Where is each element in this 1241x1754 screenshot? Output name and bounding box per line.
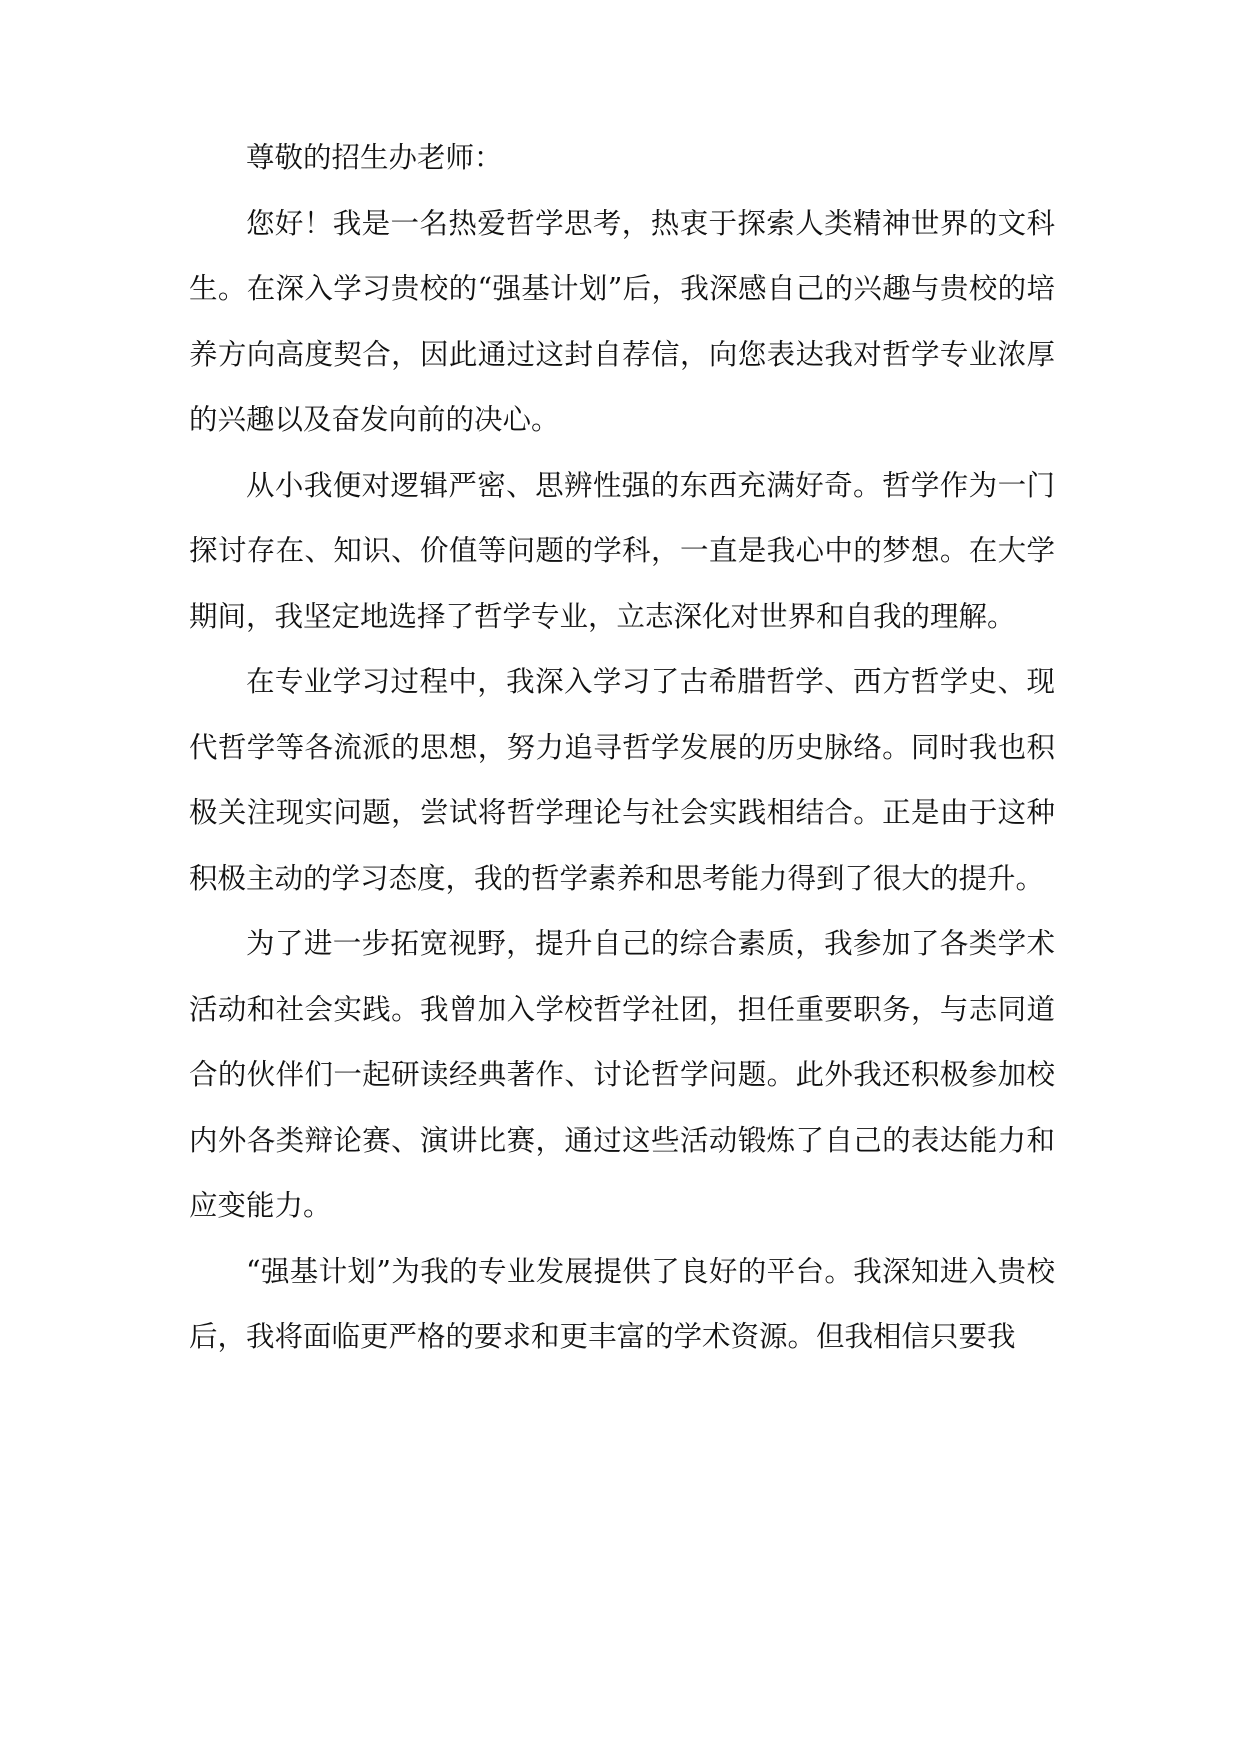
paragraph-interest: 从小我便对逻辑严密、思辨性强的东西充满好奇。哲学作为一门探讨存在、知识、价值等问题的学科，一直是我心中的梦想。在大学期间，我坚定地选择了哲学专业，立志深化对世界和自我的理解。 — [189, 468, 1055, 633]
letter-body — [189, 125, 1055, 1370]
paragraph-greeting: 您好！我是一名热爱哲学思考，热衷于探索人类精神世界的文科生。在深入学习贵校的“强基计划”后，我深感自己的兴趣与贵校的培养方向高度契合，因此通过这封自荐信，向您表达我对哲学专业浓厚的兴趣以及奋发向前的决心。 — [189, 206, 1055, 436]
paragraph-activities: 为了进一步拓宽视野，提升自己的综合素质，我参加了各类学术活动和社会实践。我曾加入学校哲学社团，担任重要职务，与志同道合的伙伴们一起研读经典著作、讨论哲学问题。此外我还积极参加校内外各类辩论赛、演讲比赛，通过这些活动锻炼了自己的表达能力和应变能力。 — [189, 927, 1055, 1222]
paragraph-study: 在专业学习过程中，我深入学习了古希腊哲学、西方哲学史、现代哲学等各流派的思想，努力追寻哲学发展的历史脉络。同时我也积极关注现实问题，尝试将哲学理论与社会实践相结合。正是由于这种积极主动的学习态度，我的哲学素养和思考能力得到了很大的提升。 — [189, 665, 1055, 895]
paragraph-program: “强基计划”为我的专业发展提供了良好的平台。我深知进入贵校后，我将面临更严格的要求和更丰富的学术资源。但我相信只要我 — [189, 1254, 1055, 1353]
salutation: 尊敬的招生办老师： — [246, 141, 503, 174]
